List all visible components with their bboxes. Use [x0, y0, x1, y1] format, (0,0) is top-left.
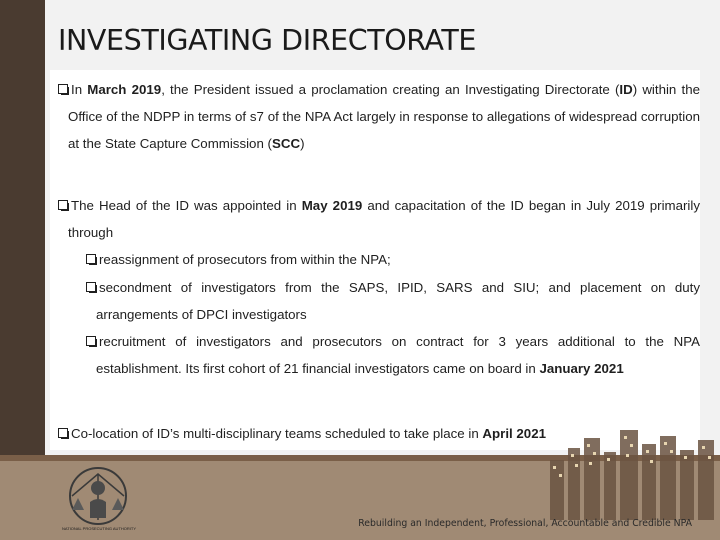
checkbox-bullet-icon	[58, 428, 68, 438]
bullet-1-text-4: )	[300, 136, 305, 151]
checkbox-bullet-icon	[86, 254, 96, 264]
left-accent-bar	[0, 0, 45, 455]
bullet-2-bold-date: May 2019	[301, 198, 363, 213]
bullet-1-text: In	[71, 82, 88, 97]
bullet-2-text-2: and capacitation of the ID began in July 2019 primarily through	[68, 198, 700, 240]
bullet-1-bold-id: ID	[619, 82, 633, 97]
footer-tagline: Rebuilding an Independent, Professional, Accountable and Credible NPA	[358, 518, 692, 529]
city-skyline-icon	[540, 430, 720, 520]
bullet-3-text: Co-location of ID’s multi-disciplinary teams scheduled to take place in	[71, 426, 483, 441]
page-title: INVESTIGATING DIRECTORATE	[58, 24, 477, 57]
sub-bullet-2	[86, 274, 700, 328]
bullet-1-text-3: ) within the Office of the NDPP in terms of s7 of the NPA Act largely in response to allegations of widespread corruption at the State Capture Commission (	[68, 82, 700, 151]
bullet-2-text: The Head of the ID was appointed in	[71, 198, 302, 213]
sub-bullet-3-text: recruitment of investigators and prosecutors on contract for 3 years additional to the NPA establishment. Its first cohort of 21 financial investigators came on board in	[96, 334, 700, 376]
bullet-1-bold-date: March 2019	[87, 82, 162, 97]
bullet-2	[58, 192, 700, 246]
bullet-1	[58, 76, 700, 157]
checkbox-bullet-icon	[86, 336, 96, 346]
sub-bullet-1	[86, 246, 700, 273]
checkbox-bullet-icon	[58, 84, 68, 94]
bullet-1-text-2: , the President issued a proclamation creating an Investigating Directorate (	[161, 82, 620, 97]
checkbox-bullet-icon	[58, 200, 68, 210]
bullet-1-bold-scc: SCC	[271, 136, 301, 151]
sub-bullet-3	[86, 328, 700, 382]
sub-bullet-1-text: reassignment of prosecutors from within the NPA;	[99, 252, 391, 267]
checkbox-bullet-icon	[86, 282, 96, 292]
bullet-3-bold-date: April 2021	[482, 426, 546, 441]
sub-bullet-3-bold-date: January 2021	[539, 361, 624, 376]
sub-bullet-2-text: secondment of investigators from the SAPS, IPID, SARS and SIU; and placement on duty arrangements of DPCI investigators	[96, 280, 700, 322]
content-panel	[50, 70, 700, 450]
logo-caption: NATIONAL PROSECUTING AUTHORITY	[61, 526, 136, 531]
